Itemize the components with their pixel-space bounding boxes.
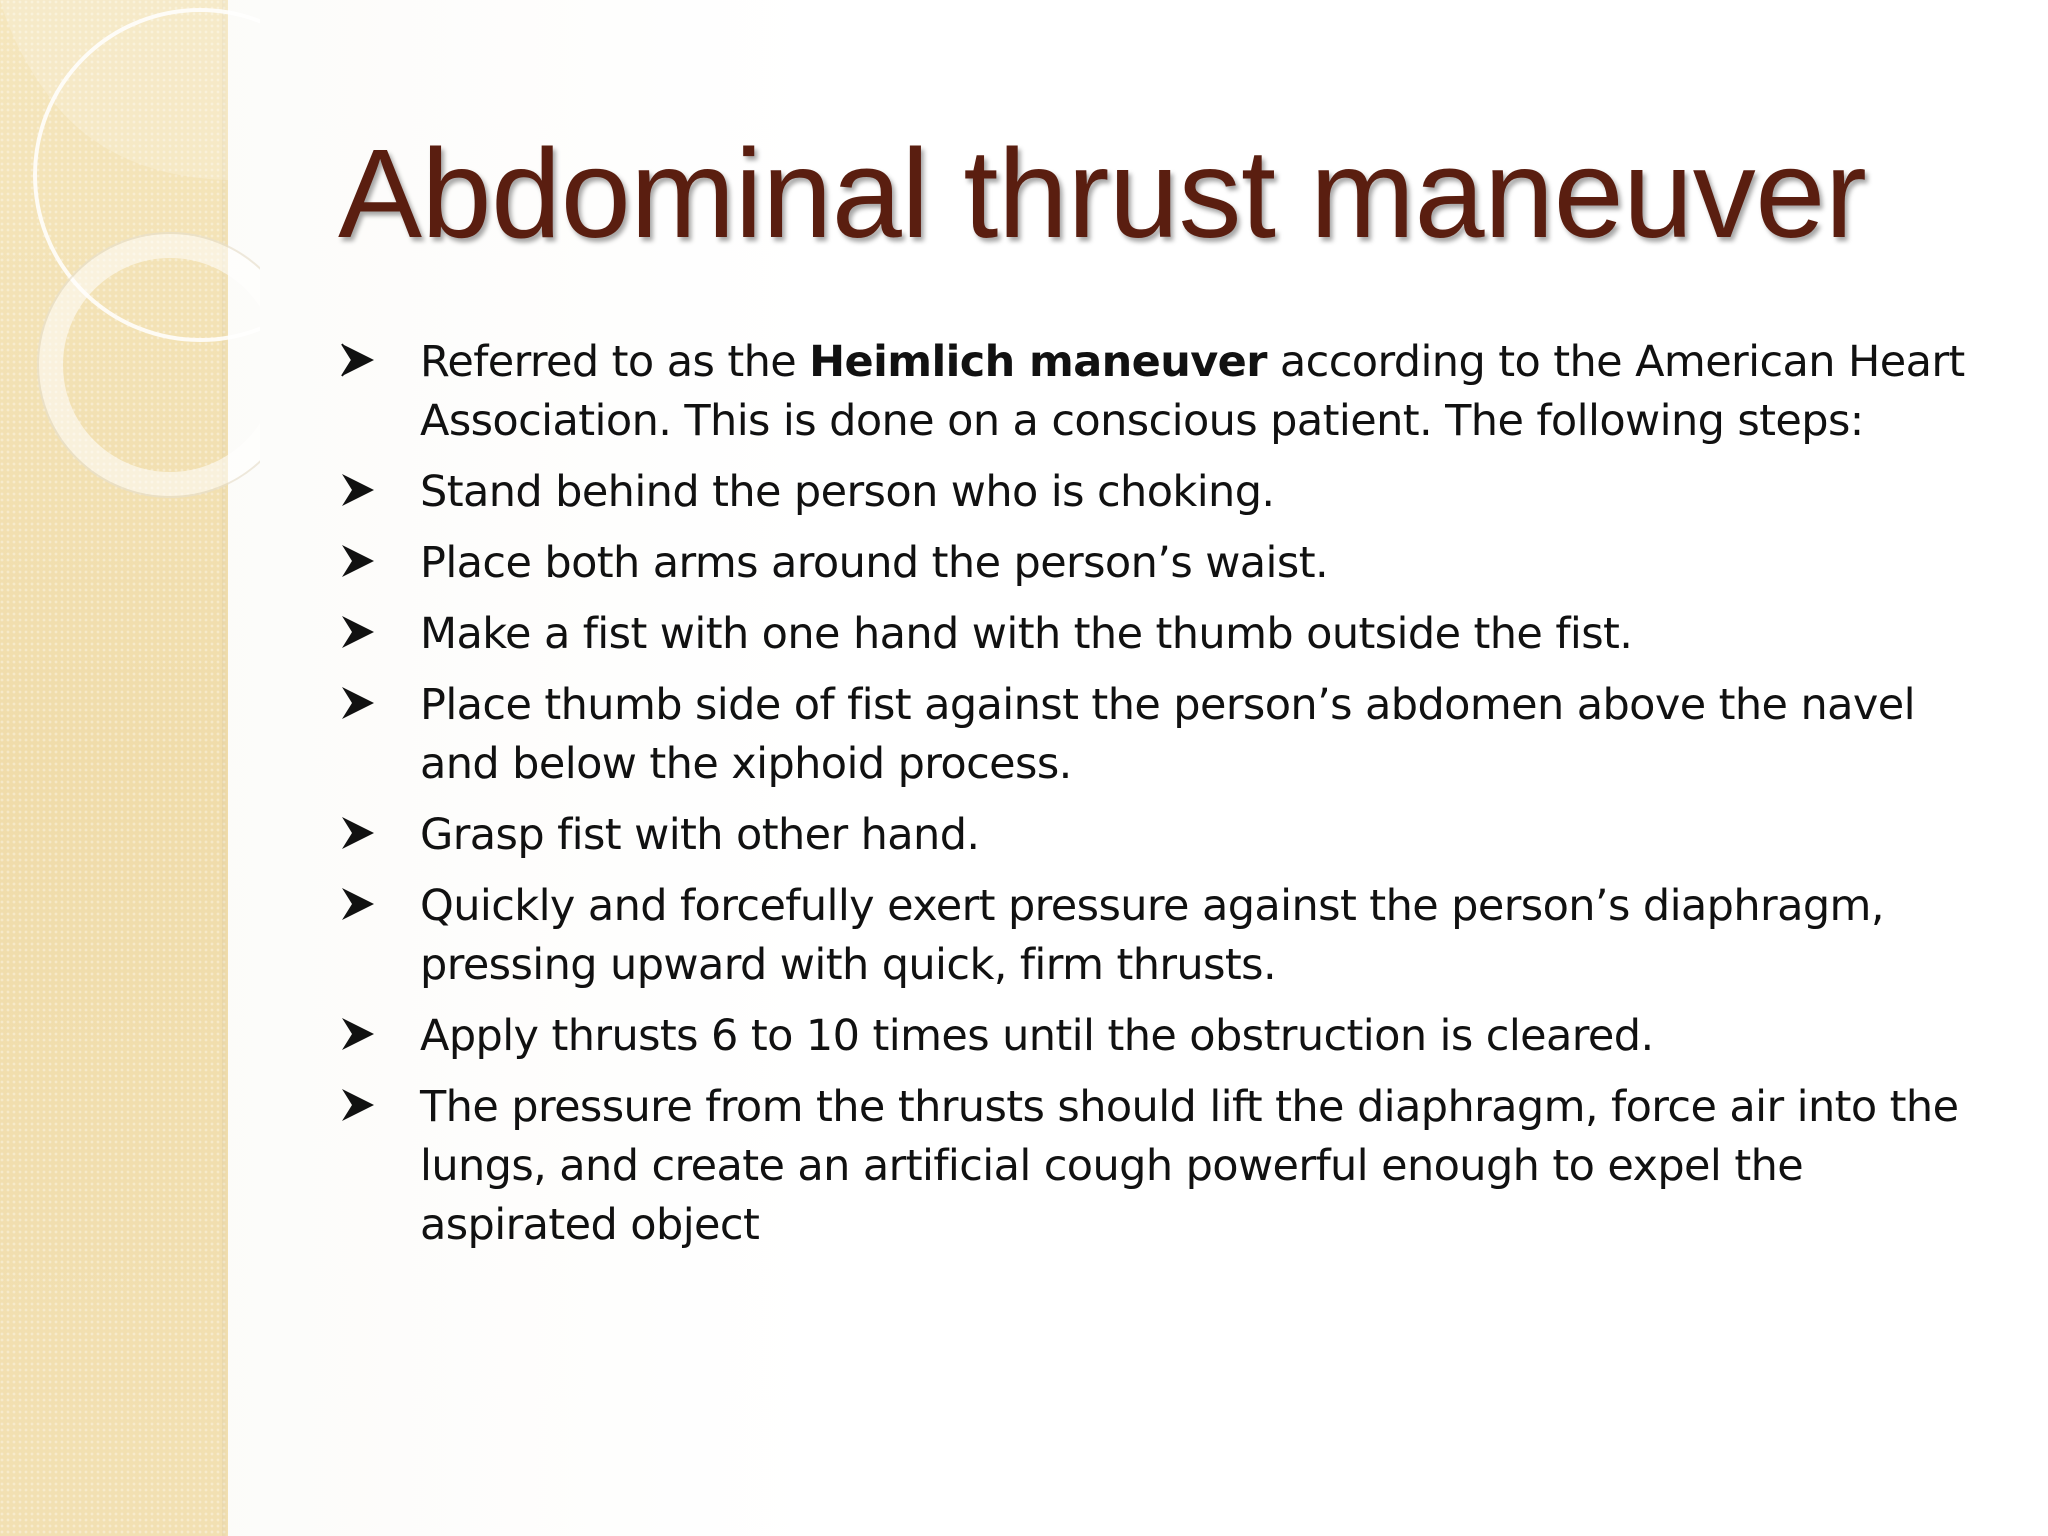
- arrow-bullet-icon: [340, 463, 380, 522]
- bullet-text: Quickly and forcefully exert pressure against the person’s diaphragm, pressing upward with quick, firm thrusts.: [420, 881, 1884, 990]
- bullet-text: Make a fist with one hand with the thumb outside the fist.: [420, 609, 1633, 659]
- bullet-item: [340, 877, 1980, 995]
- bullet-item: [340, 534, 1980, 593]
- bullet-item: [340, 463, 1980, 522]
- bullet-item: [340, 333, 1980, 451]
- arrow-bullet-icon: [340, 1007, 380, 1066]
- bullet-text: The pressure from the thrusts should lift the diaphragm, force air into the lungs, and create an artificial cough powerful enough to expel the aspirated object: [420, 1082, 1959, 1250]
- bullet-text: Apply thrusts 6 to 10 times until the obstruction is cleared.: [420, 1011, 1654, 1061]
- bullet-text: Stand behind the person who is choking.: [420, 467, 1275, 517]
- bullet-list: [340, 333, 1980, 1267]
- bullet-text: Place both arms around the person’s waist.: [420, 538, 1329, 588]
- thick-ring-icon: [50, 245, 260, 485]
- arrow-bullet-icon: [340, 806, 380, 865]
- arrow-bullet-icon: [340, 534, 380, 593]
- bullet-text-prefix: Referred to as the: [420, 337, 810, 387]
- bullet-item: [340, 1078, 1980, 1255]
- bullet-text-bold: Heimlich maneuver: [809, 337, 1267, 387]
- bullet-item: [340, 605, 1980, 664]
- arrow-bullet-icon: [340, 1078, 380, 1137]
- decorative-circles: [0, 0, 260, 520]
- arrow-bullet-icon: [340, 605, 380, 664]
- bullet-item: [340, 676, 1980, 794]
- bullet-text: Place thumb side of fist against the person’s abdomen above the navel and below the xiphoid process.: [420, 680, 1915, 789]
- arrow-bullet-icon: [340, 676, 380, 735]
- bullet-item: [340, 806, 1980, 865]
- arrow-bullet-icon: [340, 877, 380, 936]
- bullet-item: [340, 1007, 1980, 1066]
- bullet-text-suffix: according to the American Heart Association. This is done on a conscious patient. The following steps:: [420, 337, 1965, 446]
- bullet-text: Grasp fist with other hand.: [420, 810, 980, 860]
- slide-title: Abdominal thrust maneuver: [338, 123, 1867, 264]
- arrow-bullet-icon: [340, 333, 380, 392]
